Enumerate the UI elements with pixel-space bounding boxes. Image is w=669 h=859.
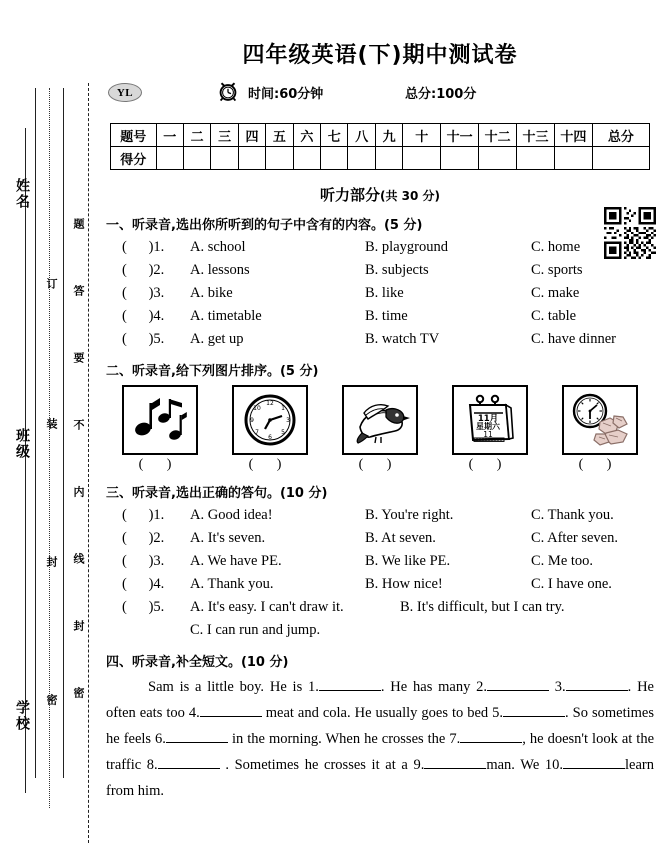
question-lead[interactable]: ( )5. [122, 331, 165, 347]
passage-text-8: , he doesn't look at the traffic 8. [106, 731, 654, 773]
passage-text-3: 3. [554, 679, 566, 695]
notice-char-nei: 内 [72, 486, 85, 497]
passage-text-4: . He often eats too 4. [106, 679, 654, 721]
score-col-13: 十三 [517, 124, 555, 147]
passage-blank-9[interactable] [424, 768, 486, 769]
passage-text-2: . He has many 2. [380, 679, 487, 695]
option-b[interactable]: B. How nice! [365, 576, 443, 592]
notice-char-feng: 封 [72, 620, 85, 631]
question-lead[interactable]: ( )1. [122, 239, 165, 255]
question-lead[interactable]: ( )2. [122, 262, 165, 278]
notice-char-mi: 密 [72, 687, 85, 698]
passage-blank-8[interactable] [158, 768, 220, 769]
passage-text-6: . So sometimes he feels 6. [106, 705, 654, 747]
calendar-icon [452, 385, 528, 455]
score-table-row-label-2: 得分 [111, 147, 157, 170]
question-lead[interactable]: ( )3. [122, 285, 165, 301]
listening-part-label: 听力部分 [319, 186, 380, 204]
option-c[interactable]: C. I can run and jump. [190, 622, 321, 638]
student-name-write-line[interactable] [25, 228, 26, 283]
score-col-12: 十二 [479, 124, 517, 147]
student-class-field-label: 班级 [14, 428, 30, 460]
score-cell-10[interactable] [403, 147, 441, 170]
passage-blank-3[interactable] [566, 690, 628, 691]
bird-icon [342, 385, 418, 455]
picture-ordering-row [114, 385, 646, 473]
option-c[interactable]: C. Me too. [531, 553, 594, 569]
passage-blank-4[interactable] [200, 716, 262, 717]
score-cell-2[interactable] [183, 147, 210, 170]
score-cell-4[interactable] [238, 147, 265, 170]
question-row [100, 550, 660, 573]
question-row [100, 504, 660, 527]
option-c[interactable]: C. Thank you. [531, 507, 614, 523]
notice-char-bu: 不 [72, 419, 85, 430]
margin-dashed-line [88, 83, 89, 843]
option-a[interactable]: A. school [190, 239, 246, 255]
option-a[interactable]: A. Thank you. [190, 576, 274, 592]
question-lead[interactable]: ( )3. [122, 553, 165, 569]
question-lead[interactable]: ( )1. [122, 507, 165, 523]
question-row [100, 527, 660, 550]
svg-text:6: 6 [268, 434, 272, 441]
question-row [100, 328, 660, 351]
score-cell-11[interactable] [441, 147, 479, 170]
option-c[interactable]: C. After seven. [531, 530, 618, 546]
picture-answer-blank[interactable]: ( ) [358, 457, 402, 472]
notice-char-xian: 线 [72, 553, 85, 564]
score-col-8: 八 [348, 124, 375, 147]
option-a[interactable]: A. Good idea! [190, 507, 273, 523]
passage-blank-2[interactable] [487, 690, 549, 691]
listening-part-points: (共 30 分) [379, 189, 441, 203]
calendar-month-text: 11月 [477, 414, 499, 424]
option-b[interactable]: B. like [365, 285, 404, 301]
section-4-heading: 四、听录音,补全短文。(10 分) [106, 655, 289, 670]
score-cell-12[interactable] [479, 147, 517, 170]
passage-text-1: Sam is a little boy. He is 1. [148, 679, 319, 695]
publisher-badge: YL [108, 83, 142, 102]
score-cell-8[interactable] [348, 147, 375, 170]
question-lead[interactable]: ( )2. [122, 530, 165, 546]
exam-total-score-label: 总分:100分 [405, 87, 477, 102]
question-row [100, 259, 660, 282]
option-c[interactable]: C. have dinner [531, 331, 616, 347]
page-title: 四年级英语(下)期中测试卷 [242, 43, 518, 68]
section-2-heading: 二、听录音,给下列图片排序。(5 分) [106, 364, 319, 379]
score-cell-3[interactable] [211, 147, 238, 170]
svg-text:3: 3 [286, 417, 290, 424]
calendar-day-text: 11 [483, 430, 493, 439]
score-col-10: 十 [403, 124, 441, 147]
option-b[interactable]: B. time [365, 308, 408, 324]
picture-item [334, 385, 426, 473]
notice-char-da: 答 [72, 285, 85, 296]
picture-answer-blank[interactable]: ( ) [578, 457, 622, 472]
picture-item [114, 385, 206, 473]
question-row [100, 596, 660, 619]
alarm-clock-icon [218, 80, 238, 106]
clock-clothes-icon [562, 385, 638, 455]
score-col-9: 九 [375, 124, 402, 147]
picture-answer-blank[interactable]: ( ) [248, 457, 292, 472]
student-school-write-line[interactable] [25, 748, 26, 793]
score-table-value-row [111, 147, 650, 170]
option-a[interactable]: A. It's seven. [190, 530, 266, 546]
option-b[interactable]: B. You're right. [365, 507, 454, 523]
option-c[interactable]: C. table [531, 308, 577, 324]
option-b[interactable]: B. We like PE. [365, 553, 451, 569]
clock-icon [232, 385, 308, 455]
score-col-total: 总分 [592, 124, 649, 147]
passage-blank-6[interactable] [166, 742, 228, 743]
score-cell-13[interactable] [517, 147, 555, 170]
score-col-14: 十四 [554, 124, 592, 147]
option-c[interactable]: C. home [531, 239, 581, 255]
score-col-6: 六 [293, 124, 320, 147]
score-col-7: 七 [321, 124, 348, 147]
score-table-header-row [111, 124, 650, 147]
cloze-passage [106, 674, 654, 804]
notice-char-ti: 题 [72, 218, 85, 229]
exam-duration-label: 时间:60分钟 [248, 87, 324, 102]
calendar-weekday-text: 星期六 [476, 422, 500, 431]
passage-text-10: man. We 10. [486, 757, 564, 773]
picture-answer-blank[interactable]: ( ) [138, 457, 182, 472]
score-cell-6[interactable] [293, 147, 320, 170]
option-a[interactable]: A. bike [190, 285, 233, 301]
question-lead[interactable]: ( )4. [122, 308, 165, 324]
passage-blank-10[interactable] [563, 768, 625, 769]
picture-item [444, 385, 536, 473]
seal-char-zhuang: 装 [45, 418, 58, 429]
student-name-field-label: 姓名 [14, 178, 30, 210]
passage-blank-5[interactable] [503, 716, 565, 717]
score-cell-1[interactable] [156, 147, 183, 170]
score-col-4: 四 [238, 124, 265, 147]
svg-text:9: 9 [250, 417, 254, 424]
score-cell-14[interactable] [554, 147, 592, 170]
option-a[interactable]: A. timetable [190, 308, 262, 324]
option-c[interactable]: C. sports [531, 262, 583, 278]
option-a[interactable]: A. We have PE. [190, 553, 282, 569]
svg-text:5: 5 [281, 429, 285, 436]
score-cell-5[interactable] [266, 147, 293, 170]
passage-text-7: in the morning. When he crosses the 7. [231, 731, 461, 747]
score-cell-7[interactable] [321, 147, 348, 170]
passage-text-9: . Sometimes he crosses it at a 9. [225, 757, 425, 773]
picture-item [224, 385, 316, 473]
score-col-11: 十一 [441, 124, 479, 147]
score-cell-total[interactable] [592, 147, 649, 170]
score-col-3: 三 [211, 124, 238, 147]
svg-text:12: 12 [266, 400, 274, 407]
seal-char-ding: 订 [45, 278, 58, 289]
option-a[interactable]: A. It's easy. I can't draw it. [190, 599, 344, 615]
score-col-2: 二 [183, 124, 210, 147]
exam-paper-body [100, 0, 660, 859]
question-row [100, 573, 660, 596]
section-1-heading: 一、听录音,选出你所听到的句子中含有的内容。(5 分) [106, 218, 423, 233]
svg-text:10: 10 [253, 405, 261, 412]
passage-blank-7[interactable] [460, 742, 522, 743]
exam-meta-row [100, 79, 660, 113]
student-class-write-line[interactable] [25, 478, 26, 533]
margin-decorations [0, 0, 95, 859]
score-cell-9[interactable] [375, 147, 402, 170]
svg-text:7: 7 [255, 429, 259, 436]
margin-rule-line-2 [35, 88, 36, 778]
option-a[interactable]: A. lessons [190, 262, 250, 278]
music-notes-icon [122, 385, 198, 455]
qr-code-icon[interactable] [604, 207, 656, 259]
seal-char-feng: 封 [45, 556, 58, 567]
section-3-heading: 三、听录音,选出正确的答句。(10 分) [106, 486, 328, 501]
option-b[interactable]: B. watch TV [365, 331, 440, 347]
score-table [110, 123, 650, 170]
option-c[interactable]: C. make [531, 285, 580, 301]
passage-blank-1[interactable] [319, 690, 381, 691]
option-a[interactable]: A. get up [190, 331, 244, 347]
question-lead[interactable]: ( )5. [122, 599, 165, 615]
question-row [100, 282, 660, 305]
passage-text-5: meat and cola. He usually goes to bed 5. [265, 705, 504, 721]
student-school-field-label: 学校 [14, 700, 30, 732]
score-col-1: 一 [156, 124, 183, 147]
option-b[interactable]: B. At seven. [365, 530, 436, 546]
score-table-row-label-1: 题号 [111, 124, 157, 147]
option-b[interactable]: B. playground [365, 239, 448, 255]
passage-text-11: learn from him. [106, 757, 655, 799]
option-b[interactable]: B. subjects [365, 262, 429, 278]
option-c[interactable]: C. I have one. [531, 576, 612, 592]
svg-text:1: 1 [281, 405, 285, 412]
listening-part-title [100, 184, 660, 205]
margin-rule-line-3 [63, 88, 64, 778]
question-row [100, 236, 660, 259]
score-col-5: 五 [266, 124, 293, 147]
seal-char-mi: 密 [45, 694, 58, 705]
option-b[interactable]: B. It's difficult, but I can try. [400, 599, 565, 615]
picture-answer-blank[interactable]: ( ) [468, 457, 512, 472]
question-row [100, 305, 660, 328]
picture-item [554, 385, 646, 473]
question-lead[interactable]: ( )4. [122, 576, 165, 592]
notice-char-yao: 要 [72, 352, 85, 363]
